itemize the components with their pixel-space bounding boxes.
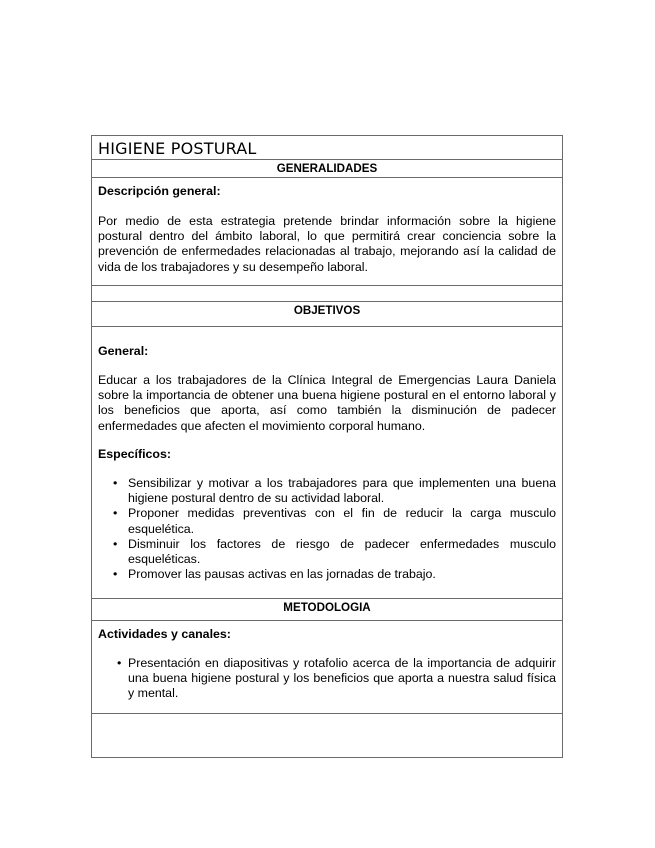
title-row <box>92 136 562 160</box>
list-item <box>92 656 556 702</box>
objetivos-row <box>92 327 562 599</box>
list-item <box>92 476 556 506</box>
especificos-label: Específicos: <box>98 447 171 461</box>
bullet-icon: • <box>113 476 118 490</box>
description-label: Descripción general: <box>98 184 221 198</box>
objetivos-heading: OBJETIVOS <box>92 302 562 327</box>
list-item <box>92 537 556 567</box>
list-item <box>92 506 556 536</box>
especificos-list <box>92 476 556 582</box>
bullet-icon: • <box>117 656 122 670</box>
bullet-icon: • <box>113 536 118 551</box>
strategy-table <box>91 135 563 758</box>
general-label: General: <box>98 344 149 358</box>
list-item-text: Proponer medidas preventivas con el fin de reducir la carga musculo esquelética. <box>128 506 556 536</box>
bullet-icon: • <box>113 567 118 582</box>
list-item-text: Promover las pausas activas en las jornadas de trabajo. <box>128 567 436 582</box>
description-row <box>92 178 562 286</box>
metodologia-row <box>92 621 562 714</box>
list-item-text: Sensibilizar y motivar a los trabajadores para que implementen una buena higiene postural dentro de su actividad laboral. <box>128 476 556 506</box>
metodologia-heading: METODOLOGIA <box>92 599 562 621</box>
actividades-label: Actividades y canales: <box>98 627 231 641</box>
actividades-list <box>92 656 556 702</box>
list-item-text: Presentación en diapositivas y rotafolio acerca de la importancia de adquirir una buena higiene postural y los beneficios que aporta a nuestra salud física y mental. <box>128 656 556 701</box>
bullet-icon: • <box>113 506 118 521</box>
general-text: Educar a los trabajadores de la Clínica Integral de Emergencias Laura Daniela sobre la importancia de obtener una buena higiene postural en el entorno laboral y los beneficios que aporta, así como también la disminución de padecer enfermedades que afecten el movimiento corporal humano. <box>98 373 556 433</box>
empty-row <box>92 714 562 757</box>
list-item <box>92 567 556 582</box>
description-text: Por medio de esta estrategia pretende brindar información sobre la higiene postural dentro del ámbito laboral, lo que permitirá crear conciencia sobre la prevención de enfermedades relacionadas al trabajo, mejorando así la calidad de vida de los trabajadores y su desempeño laboral. <box>98 214 556 274</box>
list-item-text: Disminuir los factores de riesgo de padecer enfermedades musculo esqueléticas. <box>128 536 556 567</box>
document-title: HIGIENE POSTURAL <box>98 139 257 158</box>
empty-row <box>92 286 562 302</box>
generalidades-heading: GENERALIDADES <box>92 160 562 178</box>
